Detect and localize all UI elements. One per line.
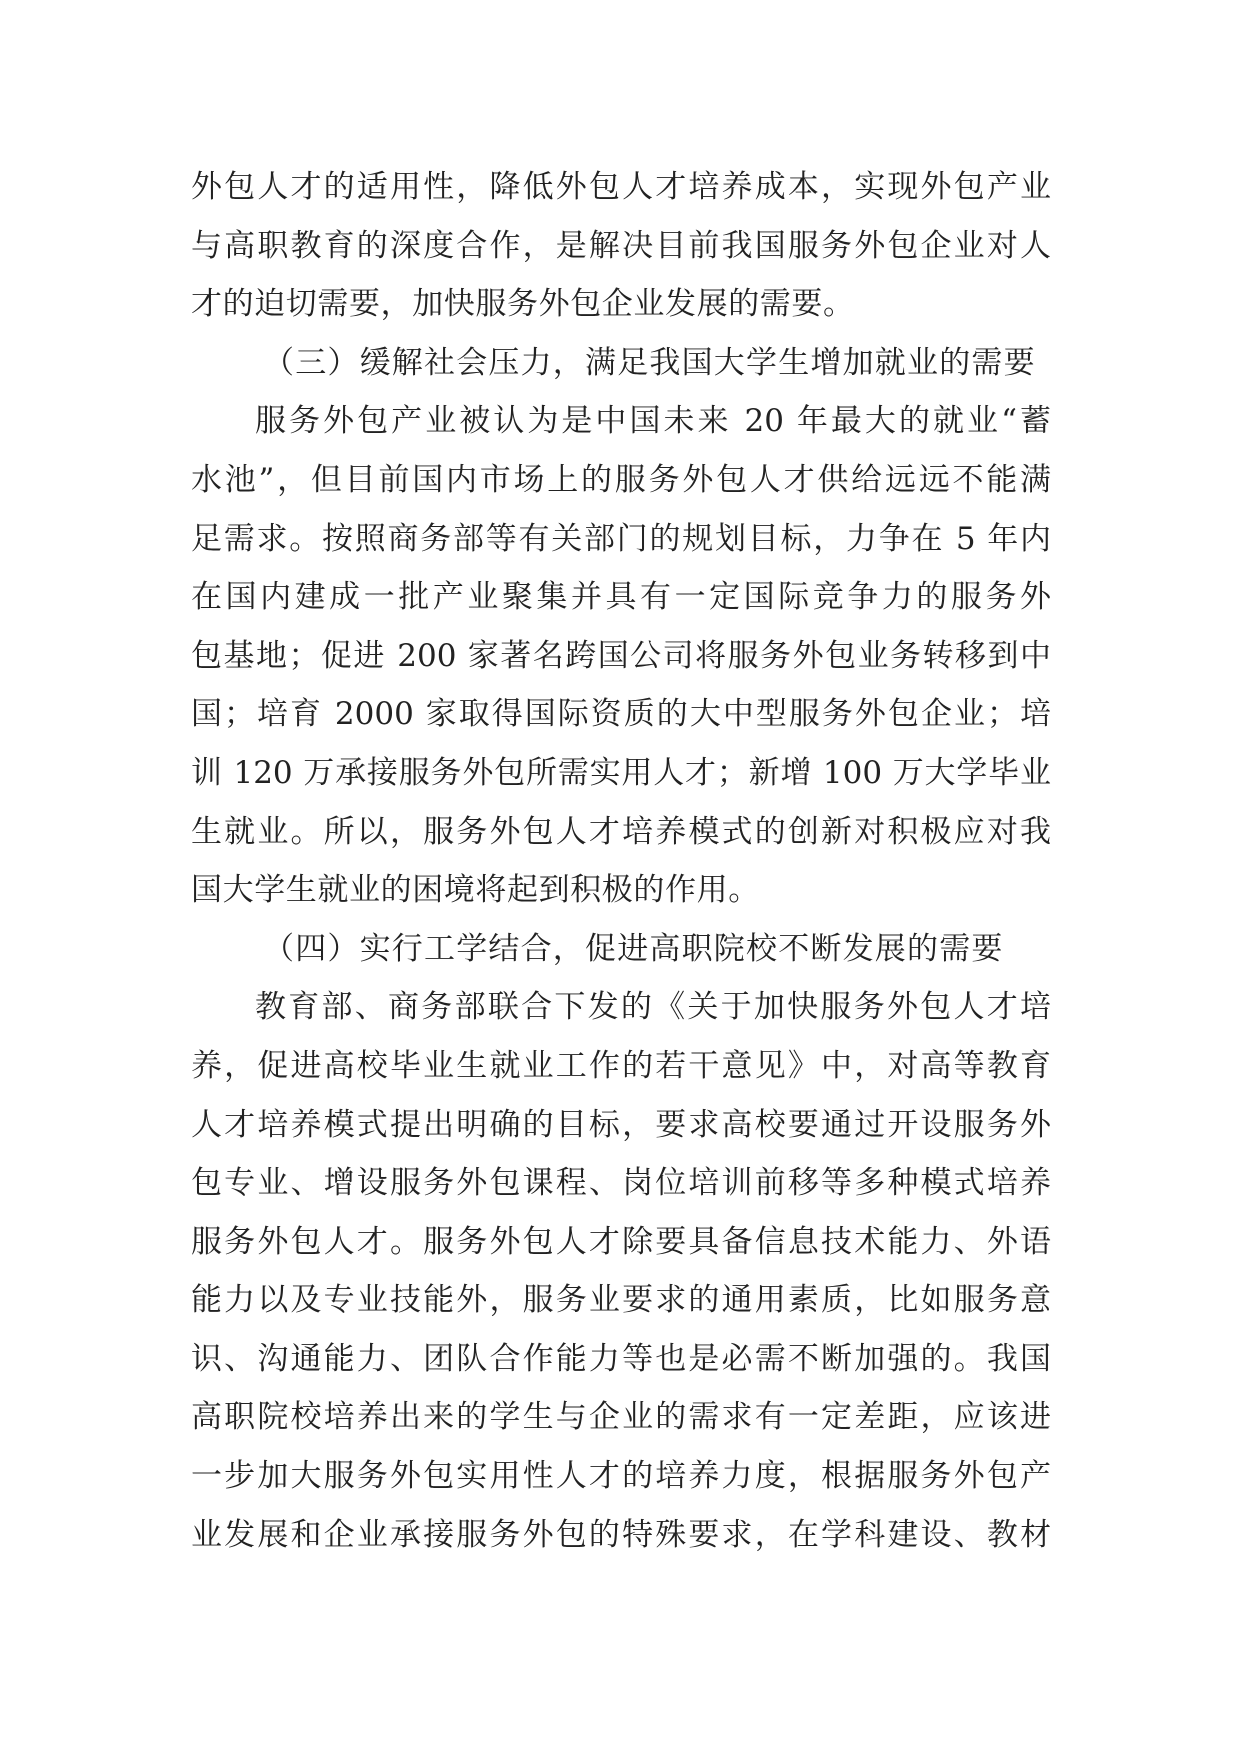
text-line: 能力以及专业技能外，服务业要求的通用素质，比如服务意 (191, 1282, 1051, 1319)
text-line: 识、沟通能力、团队合作能力等也是必需不断加强的。我国 (191, 1340, 1051, 1377)
text-line: 生就业。所以，服务外包人才培养模式的创新对积极应对我 (191, 813, 1051, 850)
text-line: 人才培养模式提出明确的目标，要求高校要通过开设服务外 (191, 1106, 1051, 1143)
text-line: 业发展和企业承接服务外包的特殊要求，在学科建设、教材 (191, 1516, 1051, 1553)
text-line: 与高职教育的深度合作，是解决目前我国服务外包企业对人 (191, 227, 1051, 264)
paragraph-first-line: 教育部、商务部联合下发的《关于加快服务外包人才培 (255, 989, 1051, 1026)
text-line: 才的迫切需要，加快服务外包企业发展的需要。 (191, 286, 855, 323)
text-line: 高职院校培养出来的学生与企业的需求有一定差距，应该进 (191, 1399, 1051, 1436)
text-line: 服务外包人才。服务外包人才除要具备信息技术能力、外语 (191, 1223, 1051, 1260)
text-line: 外包人才的适用性，降低外包人才培养成本，实现外包产业 (191, 169, 1051, 205)
paragraph-first-line: 服务外包产业被认为是中国未来 20 年最大的就业“蓄 (255, 403, 1051, 440)
text-line: 在国内建成一批产业聚集并具有一定国际竞争力的服务外 (191, 579, 1051, 616)
text-line: 训 120 万承接服务外包所需实用人才；新增 100 万大学毕业 (191, 754, 1051, 791)
text-line: 水池”，但目前国内市场上的服务外包人才供给远远不能满 (191, 461, 1051, 498)
text-line: 国；培育 2000 家取得国际资质的大中型服务外包企业；培 (191, 696, 1051, 733)
text-line: 包专业、增设服务外包课程、岗位培训前移等多种模式培养 (191, 1165, 1051, 1202)
text-line: 足需求。按照商务部等有关部门的规划目标，力争在 5 年内 (191, 520, 1051, 557)
section-heading: （三）缓解社会压力，满足我国大学生增加就业的需要 (263, 344, 1036, 381)
text-line: 养，促进高校毕业生就业工作的若干意见》中，对高等教育 (191, 1047, 1051, 1084)
section-heading: （四）实行工学结合，促进高职院校不断发展的需要 (263, 930, 1004, 967)
document-page (191, 158, 1051, 1564)
text-line: 国大学生就业的困境将起到积极的作用。 (191, 872, 760, 909)
text-line: 一步加大服务外包实用性人才的培养力度，根据服务外包产 (191, 1458, 1051, 1495)
text-line: 包基地；促进 200 家著名跨国公司将服务外包业务转移到中 (191, 637, 1051, 674)
